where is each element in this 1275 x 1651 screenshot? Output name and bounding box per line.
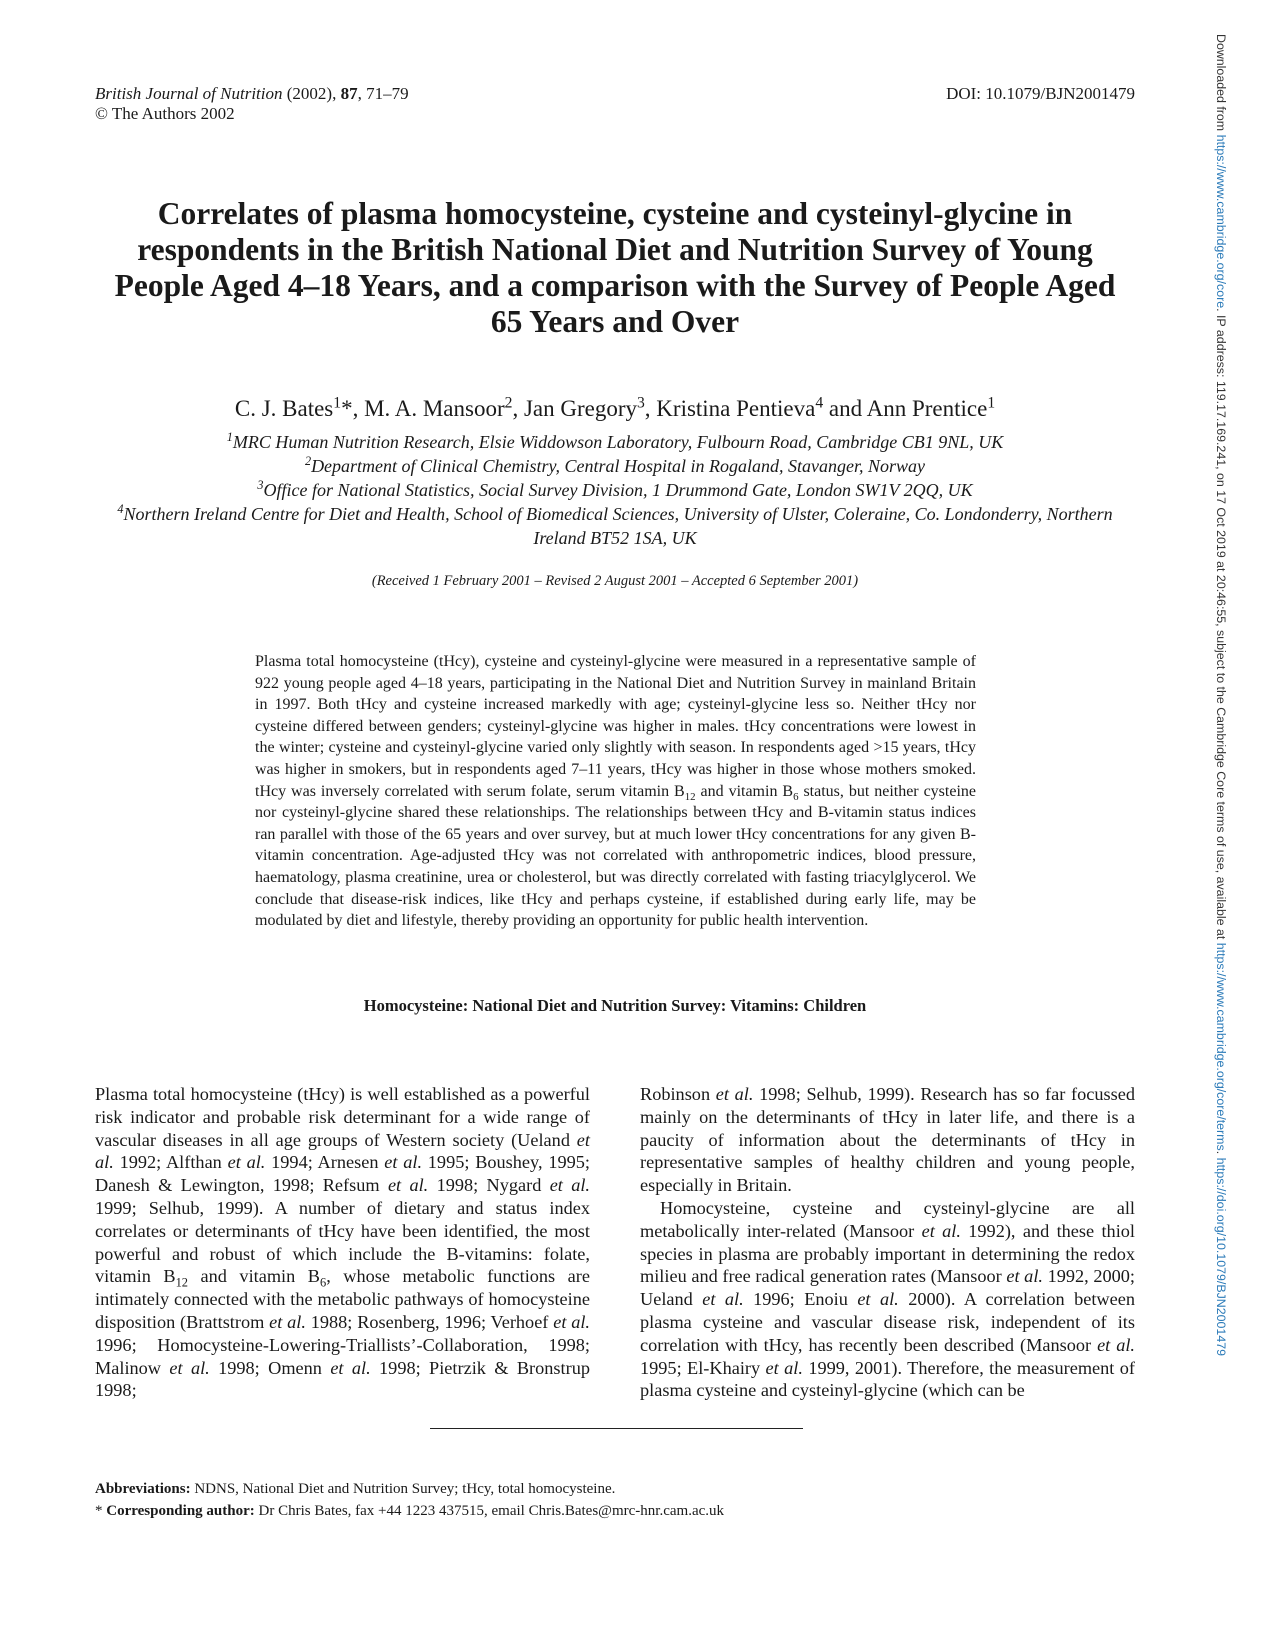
author-sep: , [512, 396, 524, 421]
author-name: Ann Prentice [866, 396, 988, 421]
text-run: 1996; Enoiu [743, 1289, 858, 1310]
vitamin-subscript: 12 [175, 1276, 188, 1291]
affil-text: MRC Human Nutrition Research, Elsie Widdowson Laboratory, Fulbourn Road, Cambridge CB1 9NL, UK [232, 432, 1004, 452]
download-sidebar [1210, 34, 1232, 1446]
corr-label: Corresponding author: [106, 1503, 255, 1519]
journal-volume: 87 [340, 84, 358, 103]
text-run: Plasma total homocysteine (tHcy) is well established as a powerful risk indicator and probable risk determinant for a wide range of vascular diseases in all age groups of Western society (Ueland [95, 1084, 590, 1150]
citation-etal: et al. [387, 1175, 429, 1196]
text-run: 2000). A correlation between plasma cysteine and vascular disease risk, independent of its correlation with tHcy, has recently been described (Mansoor [640, 1289, 1135, 1355]
sidebar-text: . IP address: 119.17.169.241, on 17 Oct 2019 at 20:46:55, subject to the Cambridge Core terms of use, available at [1214, 308, 1228, 943]
text-run: 1995; El-Khairy [640, 1357, 766, 1378]
text-run: 1998; Omenn [209, 1357, 331, 1378]
citation-etal: et al. [765, 1357, 803, 1378]
author-affil-sup: 1 [987, 394, 996, 412]
sidebar-text: . [1214, 1150, 1228, 1158]
received-dates: (Received 1 February 2001 – Revised 2 August 2001 – Accepted 6 September 2001) [371, 573, 859, 589]
sidebar-link-terms[interactable]: https://www.cambridge.org/core/terms [1214, 942, 1228, 1151]
abstract-text-3: status, but neither cysteine nor cysteinyl-glycine shared these relationships. The relationships between tHcy and B-vitamin status indices ran parallel with those of the 65 years and over survey, but at much lower tHcy concentrations for any given B-vitamin concentration. Age-adjusted tHcy was not correlated with anthropometric indices, blood pressure, haematology, plasma creatinine, urea or cholesterol, but was directly correlated with fasting triacylglycerol. We conclude that disease-risk indices, like tHcy and perhaps cysteine, if established during early life, may be modulated by diet and lifestyle, thereby providing an opportunity for public health intervention. [255, 782, 977, 930]
journal-line [95, 84, 409, 104]
affiliation [95, 502, 1135, 550]
author-sep: , [352, 396, 365, 421]
corresponding-mark: * [341, 396, 353, 421]
body-column-right [640, 1083, 1135, 1402]
text-run: 1992; Alfthan [113, 1152, 228, 1173]
affiliation [95, 478, 1135, 502]
abbrev-text: NDNS, National Diet and Nutrition Survey; tHcy, total homocysteine. [190, 1481, 616, 1497]
author-name: M. A. Mansoor [364, 396, 505, 421]
footnotes [95, 1478, 724, 1522]
citation-etal: et al. [269, 1311, 306, 1332]
citation-etal: et al. [553, 1311, 590, 1332]
abstract-text-2: and vitamin B [695, 782, 794, 800]
body-column-left [95, 1083, 590, 1402]
author [235, 396, 364, 421]
citation-etal: et al. [330, 1357, 371, 1378]
affil-sup: 1 [226, 430, 233, 444]
journal-citation [95, 84, 409, 124]
affil-text: Northern Ireland Centre for Diet and Health, School of Biomedical Sciences, University of Ulster, Coleraine, Co. Londonderry, Northern Ireland BT52 1SA, UK [123, 504, 1113, 548]
text-run: 1999; Selhub, 1999). A number of dietary and status index correlates or determinants of tHcy have been identified, the most powerful and robust of which include the B-vitamins: folate, vitamin B [95, 1197, 590, 1287]
journal-pages: , 71–79 [357, 84, 409, 103]
author [524, 396, 656, 421]
text-run: Robinson [640, 1084, 716, 1104]
author [364, 396, 524, 421]
text-run: 1992, 2000; Ueland [640, 1266, 1135, 1310]
vitamin-subscript: 6 [320, 1276, 327, 1291]
author-list [95, 395, 1135, 423]
abbrev-label: Abbreviations: [95, 1481, 191, 1497]
citation-etal: et al. [702, 1289, 744, 1310]
article-title: Correlates of plasma homocysteine, cysteine and cysteinyl-glycine in respondents in the British National Diet and Nutrition Survey of Young People Aged 4–18 Years, and a comparison with the Survey of People Aged 65 Years and Over [114, 196, 1116, 339]
author-name: Kristina Pentieva [656, 396, 816, 421]
author-affil-sup: 3 [636, 394, 645, 412]
doi: DOI: 10.1079/BJN2001479 [946, 84, 1135, 103]
body-paragraph [640, 1083, 1135, 1197]
affil-sup: 4 [117, 502, 124, 516]
citation-etal: et al. [95, 1129, 590, 1173]
affiliation [95, 430, 1135, 454]
text-run: Homocysteine, cysteine and cysteinyl-glycine are all metabolically inter-related (Mansoor [640, 1197, 1135, 1241]
author-sep: and [823, 396, 867, 421]
text-run: 1992), and these thiol species in plasma are probably important in determining the redox milieu and free radical generation rates (Mansoor [640, 1220, 1136, 1287]
text-run: 1994; Arnesen [265, 1152, 385, 1173]
citation-etal: et al. [1097, 1334, 1135, 1355]
author [867, 396, 996, 421]
abstract [255, 651, 976, 932]
affil-sup: 3 [257, 478, 264, 492]
text-run: 1998; Nygard [428, 1175, 550, 1196]
citation-etal: et al. [549, 1175, 590, 1196]
journal-year: (2002), [286, 84, 337, 103]
affiliations [95, 430, 1135, 550]
corr-mark: * [95, 1503, 107, 1519]
text-run: 1999, 2001). Therefore, the measurement of plasma cysteine and cysteinyl-glycine (which can be [640, 1357, 1135, 1401]
citation-etal: et al. [921, 1220, 961, 1241]
citation-etal: et al. [857, 1289, 899, 1310]
body-paragraph [95, 1083, 590, 1402]
author [656, 396, 866, 421]
citation-etal: et al. [384, 1152, 423, 1173]
body-paragraph [640, 1197, 1135, 1402]
author-affil-sup: 4 [815, 394, 824, 412]
text-run: 1996; Homocysteine-Lowering-Triallists’-Collaboration, 1998; Malinow [95, 1334, 590, 1378]
corr-text: Dr Chris Bates, fax +44 1223 437515, email Chris.Bates@mrc-hnr.cam.ac.uk [254, 1503, 725, 1519]
footnote-rule [430, 1428, 803, 1429]
sidebar-link-doi[interactable]: https://doi.org/10.1079/BJN2001479 [1214, 1157, 1228, 1356]
citation-etal: et al. [227, 1152, 266, 1173]
text-run: and vitamin B [188, 1266, 320, 1287]
sidebar-link-core[interactable]: https://www.cambridge.org/core [1214, 134, 1228, 309]
sidebar-text: Downloaded from [1214, 34, 1228, 135]
author-name: C. J. Bates [234, 396, 334, 421]
copyright: © The Authors 2002 [95, 104, 235, 123]
author-affil-sup: 1 [333, 394, 342, 412]
footnote-abbreviations [95, 1478, 724, 1500]
abstract-text-1: Plasma total homocysteine (tHcy), cysteine and cysteinyl-glycine were measured in a representative sample of 922 young people aged 4–18 years, participating in the National Diet and Nutrition Survey in mainland Britain in 1997. Both tHcy and cysteine increased markedly with age; cysteinyl-glycine less so. Neither tHcy nor cysteine differed between genders; cysteinyl-glycine was higher in males. tHcy concentrations were lowest in the winter; cysteine and cysteinyl-glycine varied only slightly with season. In respondents aged >15 years, tHcy was higher in smokers, but in respondents aged 7–11 years, tHcy was higher in those whose mothers smoked. tHcy was inversely correlated with serum folate, serum vitamin B [255, 653, 976, 800]
text-run: 1995; Boushey, 1995; Danesh & Lewington, 1998; Refsum [95, 1152, 590, 1196]
author-name: Jan Gregory [523, 396, 637, 421]
author-affil-sup: 2 [504, 394, 513, 412]
affil-text: Office for National Statistics, Social Survey Division, 1 Drummond Gate, London SW1V 2QQ, UK [263, 480, 973, 500]
affiliation [95, 454, 1135, 478]
author-sep: , [644, 396, 657, 421]
citation-etal: et al. [169, 1357, 210, 1378]
affil-sup: 2 [304, 454, 312, 468]
text-run: , whose metabolic functions are intimately connected with the metabolic pathways of homocysteine disposition (Brattstrom [95, 1266, 590, 1332]
citation-etal: et al. [1006, 1266, 1043, 1287]
affil-text: Department of Clinical Chemistry, Central Hospital in Rogaland, Stavanger, Norway [311, 456, 926, 476]
text-run: 1998; Selhub, 1999). Research has so far focussed mainly on the determinants of tHcy in later life, and there is a paucity of information about the determinants of tHcy in representative samples of healthy children and young people, especially in Britain. [640, 1084, 1135, 1196]
journal-name: British Journal of Nutrition [95, 84, 283, 103]
footnote-corresponding [95, 1500, 724, 1522]
citation-etal: et al. [715, 1084, 754, 1104]
abstract-sub-2: 6 [793, 790, 799, 803]
keywords: Homocysteine: National Diet and Nutrition Survey: Vitamins: Children [363, 996, 867, 1015]
text-run: 1988; Rosenberg, 1996; Verhoef [305, 1311, 554, 1332]
text-run: 1998; Pietrzik & Bronstrup 1998; [95, 1357, 590, 1401]
abstract-sub-1: 12 [684, 790, 696, 803]
